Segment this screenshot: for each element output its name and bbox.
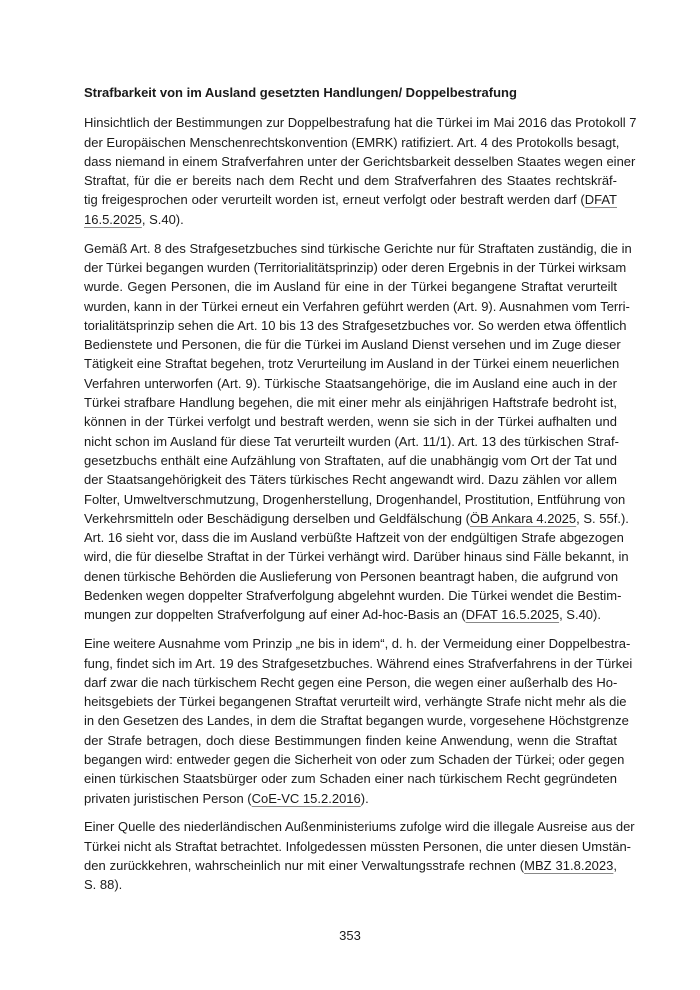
text-segment: Straftat, für die er bereits nach dem Recht und dem Strafverfahren des Staates rechtskräf- bbox=[84, 173, 617, 189]
text-line bbox=[84, 210, 617, 229]
text-line bbox=[84, 837, 632, 856]
citation-link[interactable]: ÖB Ankara 4.2025 bbox=[469, 510, 577, 526]
text-segment: Bedenken wegen doppelter Strafverfolgung abgelehnt wurden. Die Türkei wendet die Bestim- bbox=[84, 588, 622, 604]
text-segment: , bbox=[613, 858, 617, 874]
text-segment: der Türkei begangen wurden (Territorialitätsprinzip) oder deren Ergebnis in der Türkei wirksam bbox=[84, 259, 627, 275]
text-line bbox=[84, 789, 617, 808]
text-line bbox=[84, 567, 617, 586]
text-segment: gesetzbuchs enthält eine Aufzählung von Straftaten, auf die unabhängig vom Ort der Tat und bbox=[84, 452, 617, 468]
text-line bbox=[84, 432, 617, 451]
text-line bbox=[84, 412, 617, 431]
text-segment: , S.40). bbox=[559, 607, 601, 623]
text-segment: fung, findet sich im Art. 19 des Strafgesetzbuches. Während eines Strafverfahrens in der Türkei bbox=[84, 655, 633, 671]
text-segment: Türkei nicht als Straftat betrachtet. Infolgedessen müssten Personen, die unter diesen Umstän- bbox=[84, 838, 632, 854]
text-segment: Verfahren unterworfen (Art. 9). Türkische Staatsangehörige, die im Ausland eine auch in der bbox=[84, 375, 617, 391]
text-line bbox=[84, 528, 624, 547]
text-segment: der Strafe betragen, doch diese Bestimmungen finden keine Anwendung, wenn die Straftat bbox=[84, 732, 617, 748]
text-line bbox=[84, 731, 617, 750]
text-segment: denen türkische Behörden die Auslieferung von Personen beantragt haben, die aufgrund von bbox=[84, 568, 619, 584]
text-segment: torialitätsprinzip sehen die Art. 10 bis 13 des Strafgesetzbuches vor. So werden etwa öffentlich bbox=[84, 317, 627, 333]
body-text bbox=[84, 113, 637, 894]
text-segment: der Staatsangehörigkeit des Täters türkisches Recht angewandt wird. Dazu zählen vor allem bbox=[84, 472, 617, 488]
text-line bbox=[84, 239, 632, 258]
text-line bbox=[84, 171, 617, 190]
paragraph bbox=[84, 817, 635, 894]
text-line bbox=[84, 393, 617, 412]
text-segment: können in der Türkei verfolgt und bestraft werden, wenn sie sich in der Türkei aufhalten und bbox=[84, 414, 617, 430]
citation-link[interactable]: MBZ 31.8.2023 bbox=[524, 858, 614, 874]
text-line bbox=[84, 470, 617, 489]
text-line bbox=[84, 451, 617, 470]
text-segment: wurden, kann in der Türkei erneut ein Verfahren geführt werden (Art. 9). Ausnahmen vom Terri- bbox=[84, 298, 630, 314]
text-line bbox=[84, 692, 627, 711]
text-segment: Türkei strafbare Handlung begehen, die mit einer mehr als einjährigen Haftstrafe bedroht ist, bbox=[84, 395, 617, 411]
text-segment: Eine weitere Ausnahme vom Prinzip „ne bis in idem“, d. h. der Vermeidung einer Doppelbestra- bbox=[84, 636, 631, 652]
text-segment: nicht schon im Ausland für diese Tat verurteilt wurden (Art. 11/1). Art. 13 des türkischen Straf- bbox=[84, 433, 619, 449]
citation-link[interactable]: 16.5.2025 bbox=[84, 211, 142, 227]
text-segment: mungen zur doppelten Strafverfolgung auf einer Ad-hoc-Basis an ( bbox=[84, 607, 466, 623]
text-segment: Art. 16 sieht vor, dass die im Ausland verbüßte Haftzeit von der endgültigen Strafe abgezogen bbox=[84, 530, 624, 546]
text-segment: darf zwar die nach türkischem Recht gegen eine Person, die wegen einer außerhalb des Ho- bbox=[84, 674, 618, 690]
text-segment: Hinsichtlich der Bestimmungen zur Doppelbestrafung hat die Türkei im Mai 2016 das Protokoll 7 bbox=[84, 115, 637, 131]
text-line bbox=[84, 335, 621, 354]
section-heading: Strafbarkeit von im Ausland gesetzten Handlungen/ Doppelbestrafung bbox=[84, 85, 517, 100]
text-segment: der Europäischen Menschenrechtskonvention (EMRK) ratifiziert. Art. 4 des Protokolls besagt, bbox=[84, 134, 620, 150]
paragraph bbox=[84, 239, 632, 625]
text-line bbox=[84, 856, 617, 875]
text-line bbox=[84, 711, 629, 730]
text-line bbox=[84, 354, 620, 373]
text-segment: wurde. Gegen Personen, die im Ausland für eine in der Türkei begangene Straftat verurteilt bbox=[84, 279, 617, 295]
text-segment: den zurückkehren, wahrscheinlich nur mit einer Verwaltungsstrafe rechnen ( bbox=[84, 858, 525, 874]
text-line bbox=[84, 605, 617, 624]
page-content bbox=[84, 83, 637, 904]
text-line bbox=[84, 152, 636, 171]
text-segment: Bedienstete und Personen, die für die Türkei im Ausland Dienst versehen und im Zuge dieser bbox=[84, 337, 621, 353]
text-line bbox=[84, 316, 627, 335]
text-line bbox=[84, 586, 622, 605]
page-number: 353 bbox=[339, 928, 361, 943]
text-line bbox=[84, 190, 617, 209]
citation-link[interactable]: DFAT bbox=[584, 192, 617, 208]
text-line bbox=[84, 113, 637, 132]
text-line bbox=[84, 490, 626, 509]
text-segment: heitsgebiets der Türkei begangenen Straftat verurteilt wird, verhängte Strafe nicht mehr als die bbox=[84, 694, 627, 710]
paragraph bbox=[84, 113, 637, 229]
text-segment: tig freigesprochen oder verurteilt worden ist, erneut verfolgt oder bestraft werden darf ( bbox=[84, 192, 585, 208]
text-segment: Einer Quelle des niederländischen Außenministeriums zufolge wird die illegale Ausreise aus der bbox=[84, 819, 635, 835]
text-segment: begangen wird: entweder gegen die Sicherheit von oder zum Schaden der Türkei; oder gegen bbox=[84, 751, 625, 767]
text-segment: privaten juristischen Person ( bbox=[84, 790, 252, 806]
text-segment: Verkehrsmitteln oder Beschädigung derselben und Geldfälschung ( bbox=[84, 510, 470, 526]
text-segment: wird, die für dieselbe Straftat in der Türkei verhängt wird. Darüber hinaus sind Fälle bekannt, in bbox=[84, 549, 629, 565]
text-segment: Gemäß Art. 8 des Strafgesetzbuches sind türkische Gerichte nur für Straftaten zuständig, die in bbox=[84, 240, 632, 256]
text-line bbox=[84, 634, 631, 653]
text-line bbox=[84, 673, 617, 692]
text-line bbox=[84, 817, 635, 836]
text-segment: , S.40). bbox=[141, 211, 184, 227]
text-line bbox=[84, 509, 629, 528]
text-line bbox=[84, 547, 629, 566]
text-line bbox=[84, 750, 625, 769]
text-segment: einen türkischen Staatsbürger oder zum Schaden einer nach türkischem Recht gegründeten bbox=[84, 771, 617, 787]
citation-link[interactable]: CoE-VC 15.2.2016 bbox=[251, 790, 361, 806]
text-segment: ). bbox=[360, 790, 369, 806]
text-segment: in den Gesetzen des Landes, in dem die Straftat begangen wurde, vorgesehene Höchstgrenze bbox=[84, 713, 629, 729]
text-line bbox=[84, 277, 617, 296]
text-segment: dass niemand in einem Strafverfahren unter der Gerichtsbarkeit desselben Staates wegen einer bbox=[84, 153, 636, 169]
text-line bbox=[84, 133, 620, 152]
text-segment: S. 88). bbox=[84, 877, 123, 893]
paragraph bbox=[84, 634, 633, 808]
text-segment: Folter, Umweltverschmutzung, Drogenherstellung, Drogenhandel, Prostitution, Entführung von bbox=[84, 491, 626, 507]
text-line bbox=[84, 769, 617, 788]
text-line bbox=[84, 258, 627, 277]
text-line bbox=[84, 297, 630, 316]
text-segment: Tätigkeit eine Straftat begehen, trotz Verurteilung im Ausland in der Türkei einem neuerlichen bbox=[84, 356, 620, 372]
citation-link[interactable]: DFAT 16.5.2025 bbox=[465, 607, 560, 623]
text-line bbox=[84, 875, 617, 894]
text-segment: , S. 55f.). bbox=[576, 510, 629, 526]
text-line bbox=[84, 374, 617, 393]
text-line bbox=[84, 654, 633, 673]
